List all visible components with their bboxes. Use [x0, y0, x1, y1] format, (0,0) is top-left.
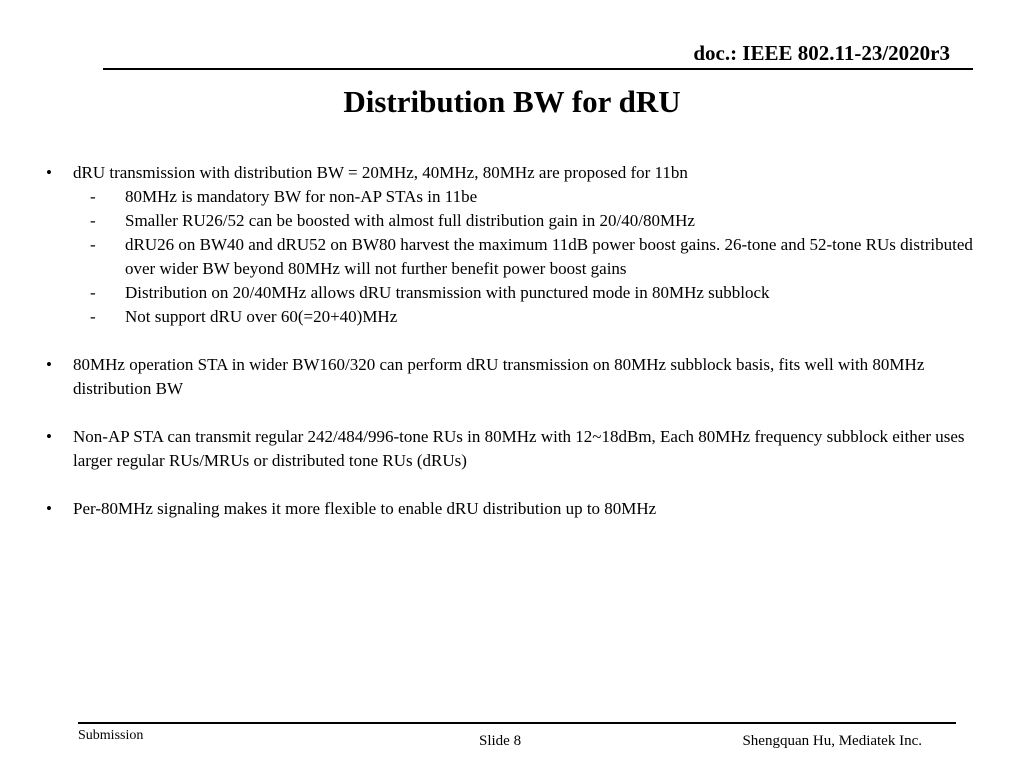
- sub-item-text: Distribution on 20/40MHz allows dRU transmission with punctured mode in 80MHz subblock: [125, 283, 770, 302]
- dash-marker: -: [90, 283, 96, 302]
- sub-item-text: Not support dRU over 60(=20+40)MHz: [125, 307, 398, 326]
- sub-item-text: Smaller RU26/52 can be boosted with almost full distribution gain in 20/40/80MHz: [125, 211, 695, 230]
- bullet-text: dRU transmission with distribution BW = 20MHz, 40MHz, 80MHz are proposed for 11bn: [73, 163, 688, 182]
- slide-title: Distribution BW for dRU: [343, 84, 681, 119]
- doc-id: doc.: IEEE 802.11-23/2020r3: [693, 41, 950, 65]
- dash-marker: -: [90, 235, 96, 254]
- sub-list: [73, 185, 976, 329]
- sub-item: [73, 233, 976, 281]
- sub-item: [73, 209, 976, 233]
- sub-item: [73, 185, 976, 209]
- bullet-dot: •: [46, 499, 52, 518]
- slide-content: [46, 161, 976, 545]
- footer-author: Shengquan Hu, Mediatek Inc.: [742, 733, 922, 749]
- bullet-1: [46, 161, 976, 329]
- dash-marker: -: [90, 187, 96, 206]
- bullet-text: Non-AP STA can transmit regular 242/484/996-tone RUs in 80MHz with 12~18dBm, Each 80MHz frequency subblock either uses larger regular RUs/MRUs or distributed tone RUs (dRUs): [73, 427, 965, 470]
- bullet-text: 80MHz operation STA in wider BW160/320 can perform dRU transmission on 80MHz subblock basis, fits well with 80MHz distribution BW: [73, 355, 925, 398]
- slide-number: Slide 8: [479, 733, 522, 749]
- sub-item-text: dRU26 on BW40 and dRU52 on BW80 harvest the maximum 11dB power boost gains. 26-tone and 52-tone RUs distributed over wider BW beyond 80MHz will not further benefit power boost gains: [125, 235, 973, 278]
- sub-item: [73, 281, 976, 305]
- header-rule: [103, 68, 973, 70]
- dash-marker: -: [90, 211, 96, 230]
- sub-item-text: 80MHz is mandatory BW for non-AP STAs in 11be: [125, 187, 478, 206]
- bullet-text: Per-80MHz signaling makes it more flexible to enable dRU distribution up to 80MHz: [73, 499, 657, 518]
- footer-submission: Submission: [78, 728, 144, 743]
- sub-item: [73, 305, 976, 329]
- bullet-dot: •: [46, 427, 52, 446]
- bullet-4: [46, 497, 976, 521]
- dash-marker: -: [90, 307, 96, 326]
- bullet-dot: •: [46, 163, 52, 182]
- footer-rule: [78, 722, 956, 724]
- bullet-3: [46, 425, 976, 473]
- bullet-dot: •: [46, 355, 52, 374]
- bullet-2: [46, 353, 976, 401]
